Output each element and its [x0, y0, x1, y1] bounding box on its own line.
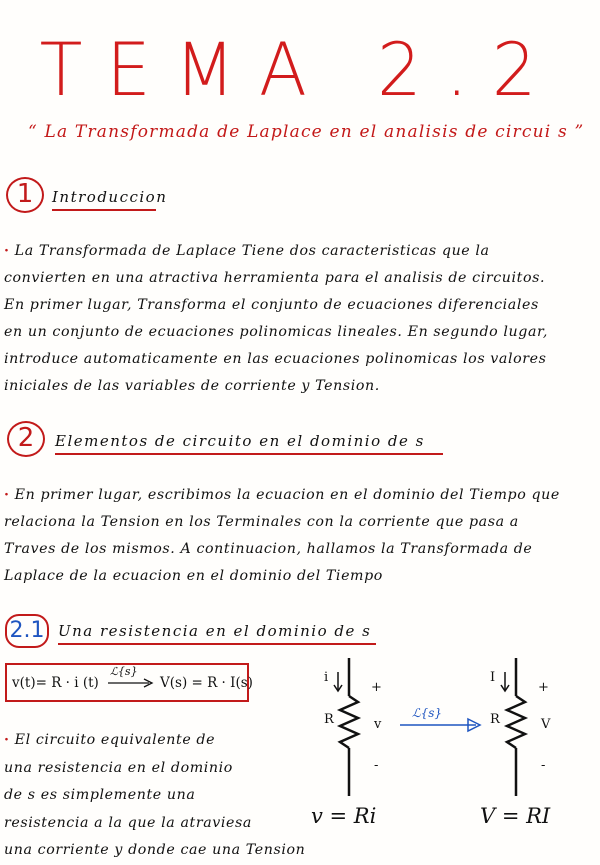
section-2-1-underline [58, 643, 376, 645]
right-minus-sign: - [541, 758, 546, 773]
right-voltage-label: V [541, 717, 551, 732]
left-current-label: i [324, 670, 329, 685]
section-2-paragraph [4, 482, 560, 590]
arrow-icon [107, 678, 155, 688]
laplace-arrow-label: ℒ{s} [412, 706, 443, 720]
paragraph-line: En primer lugar, Transforma el conjunto de ecuaciones diferenciales [4, 297, 539, 313]
section-2-title: Elementos de circuito en el dominio de s [55, 432, 425, 450]
paragraph-line: una corriente y donde cae una Tension [4, 842, 306, 858]
section-2-1-paragraph [4, 727, 305, 865]
equation-box [5, 663, 253, 702]
resistor-circuit-diagram [300, 648, 590, 838]
paragraph-line: convierten en una atractiva herramienta para el analisis de circuitos. [4, 270, 546, 286]
section-1-paragraph [4, 238, 548, 400]
paragraph-line: iniciales de las variables de corriente y Tension. [4, 378, 380, 394]
equation-lhs: v(t)= R · i (t) [12, 675, 99, 691]
paragraph-line: resistencia a la que la atraviesa [4, 814, 252, 831]
left-circuit-equation: v = Ri [311, 804, 377, 828]
right-circuit-equation: V = RI [480, 804, 551, 828]
paragraph-line: Laplace de la ecuacion en el dominio del Tiempo [4, 568, 383, 584]
section-2-1-title: Una resistencia en el dominio de s [58, 622, 372, 640]
equation-rhs: V(s) = R · I(s) [160, 675, 253, 691]
left-plus-sign: + [371, 680, 382, 695]
section-1-number: 1 [6, 177, 44, 213]
section-1-underline [52, 209, 156, 211]
right-resistor-label: R [490, 712, 500, 727]
paragraph-line: · La Transformada de Laplace Tiene dos caracteristicas que la [4, 243, 490, 259]
section-1-title: Introduccion [52, 188, 168, 206]
paragraph-line: · En primer lugar, escribimos la ecuacion en el dominio del Tiempo que [4, 487, 560, 503]
left-minus-sign: - [374, 758, 379, 773]
left-resistor-label: R [324, 712, 334, 727]
section-2-underline [55, 453, 443, 455]
paragraph-line: en un conjunto de ecuaciones polinomicas lineales. En segundo lugar, [4, 324, 548, 340]
paragraph-line: Traves de los mismos. A continuacion, hallamos la Transformada de [4, 541, 533, 557]
page-title: TEMA 2.2 [39, 26, 561, 114]
section-2-number: 2 [7, 421, 45, 457]
paragraph-line: · El circuito equivalente de [4, 732, 216, 748]
right-plus-sign: + [538, 680, 549, 695]
paragraph-line: una resistencia en el dominio [4, 759, 233, 776]
page-subtitle: “ La Transformada de Laplace en el analisis de circui s ” [28, 122, 585, 142]
paragraph-line: introduce automaticamente en las ecuaciones polinomicas los valores [4, 351, 547, 367]
section-2-1-number: 2.1 [5, 614, 49, 648]
paragraph-line: relaciona la Tension en los Terminales con la corriente que pasa a [4, 514, 519, 530]
paragraph-line: de s es simplemente una [4, 787, 196, 803]
left-voltage-label: v [374, 717, 382, 732]
right-current-label: I [490, 670, 496, 685]
laplace-operator: ℒ{s} [110, 665, 138, 678]
